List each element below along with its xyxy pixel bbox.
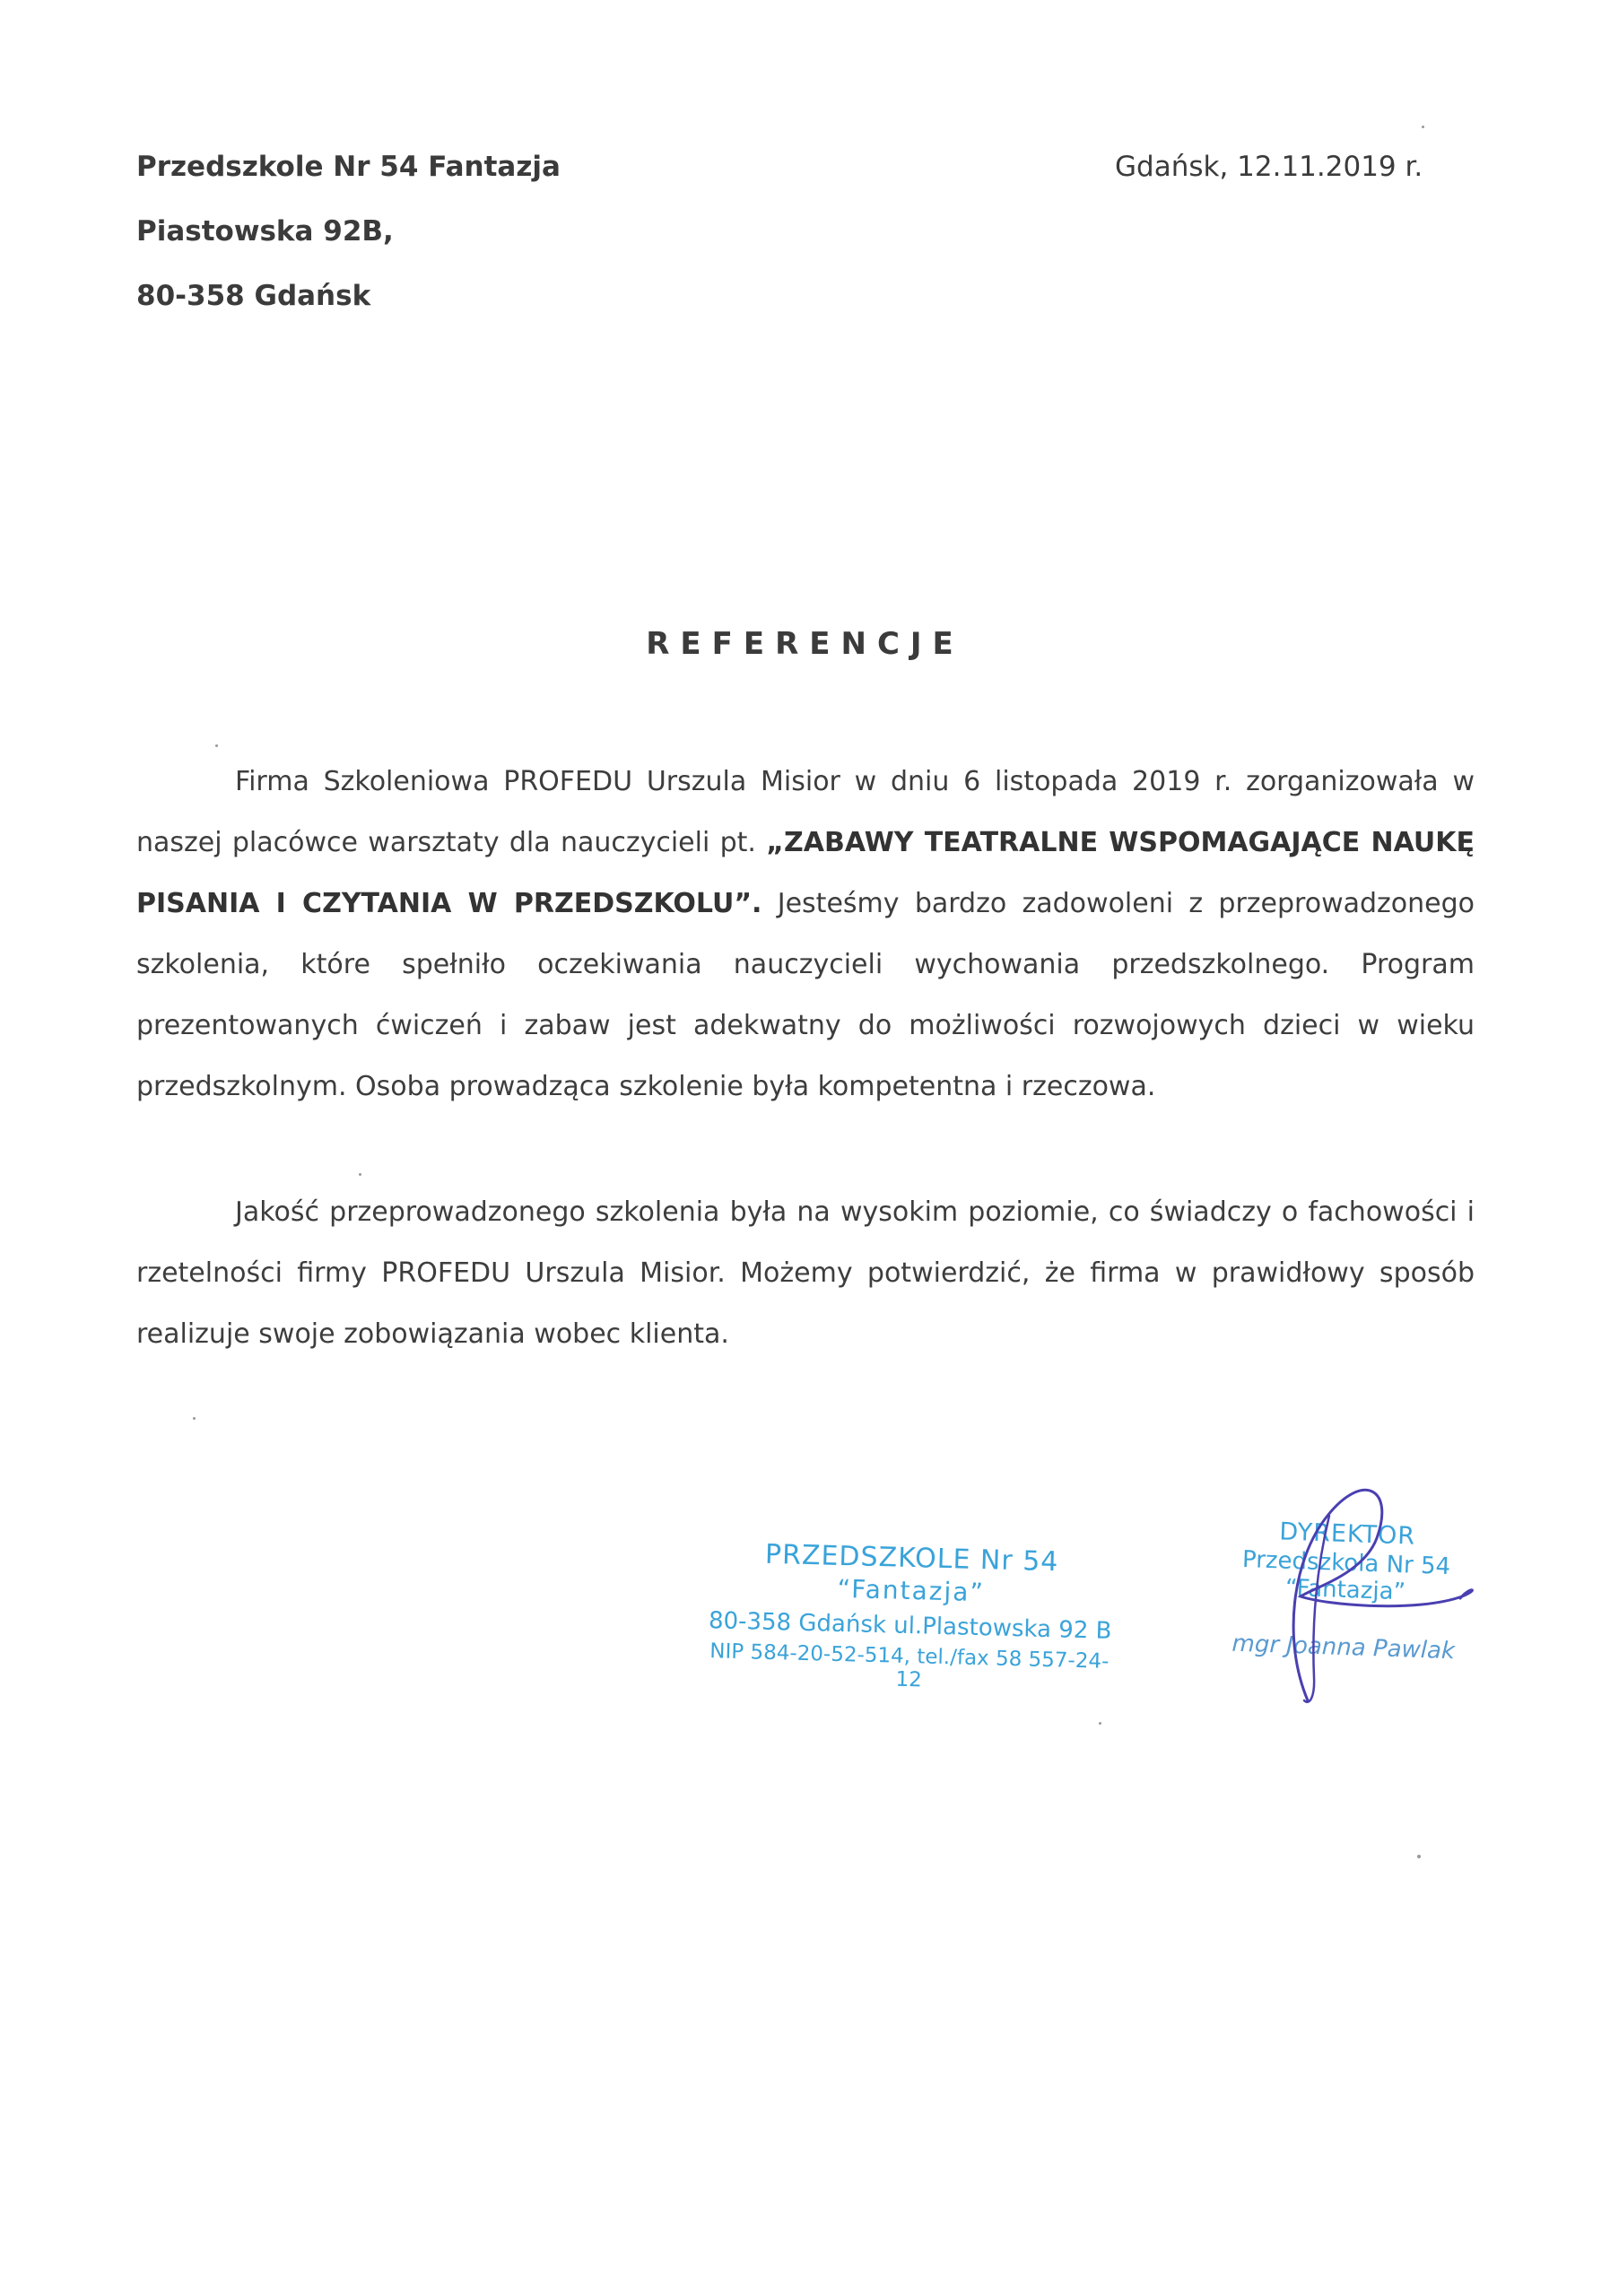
stamp-institution-address: 80-358 Gdańsk ul.Plastowska 92 B [708, 1607, 1112, 1645]
sender-address [136, 135, 561, 328]
letter-date: Gdańsk, 12.11.2019 r. [1115, 151, 1423, 183]
paragraph-2-text: Jakość przeprowadzonego szkolenia była na wysokim poziomie, co świadczy o fachowości i rzetelności firmy PROFEDU Urszula Misior. Możemy potwierdzić, że firma w prawidłowy sposób realizuje swoje zobowiązania wobec klienta. [136, 1196, 1475, 1350]
stamp-institution-name: PRZEDSZKOLE Nr 54 [764, 1538, 1059, 1578]
scan-speck [1417, 1855, 1421, 1858]
stamp-director-institution: Przedszkola Nr 54 [1241, 1545, 1451, 1581]
stamp-director-title: DYREKTOR [1278, 1518, 1416, 1551]
stamp-institution-subname: “Fantazja” [837, 1573, 986, 1608]
scan-speck [359, 1173, 361, 1176]
scan-speck [193, 1417, 196, 1420]
stamp-institution-contact: NIP 584-20-52-514, tel./fax 58 557-24-12 [709, 1639, 1110, 1692]
sender-city: 80-358 Gdańsk [136, 280, 371, 312]
scan-speck [1099, 1722, 1101, 1725]
letter-title: REFERENCJE [646, 626, 964, 662]
institution-stamp [698, 1537, 1123, 1697]
sender-street: Piastowska 92B, [136, 215, 394, 248]
stamp-director-name: mgr Joanna Pawlak [1231, 1630, 1456, 1665]
paragraph-1-part-1: Firma Szkoleniowa PROFEDU Urszula Misior w dniu 6 listopada 2019 r. zorganizowała w naszej placówce warsztaty dla nauczycieli pt. [136, 766, 1475, 858]
scan-speck [1422, 126, 1424, 128]
paragraph-1-part-2: Jesteśmy bardzo zadowoleni z przeprowadzonego szkolenia, które spełniło oczekiwania nauczycieli wychowania przedszkolnego. Program prezentowanych ćwiczeń i zabaw jest adekwatny do możliwości rozwojowych dzieci w wieku przedszkolnym. Osoba prowadząca szkolenie była kompetentna i rzeczowa. [136, 888, 1475, 1102]
paragraph-2 [136, 1182, 1475, 1365]
stamp-director-institution-name: “Fantazja” [1284, 1574, 1406, 1606]
paragraph-1 [136, 752, 1475, 1118]
sender-name: Przedszkole Nr 54 Fantazja [136, 151, 561, 183]
workshop-title: „ZABAWY TEATRALNE WSPOMAGAJĄCE NAUKĘ PISANIA I CZYTANIA W PRZEDSZKOLU”. [136, 827, 1475, 919]
scan-speck [215, 744, 218, 747]
handwritten-signature [1229, 1462, 1498, 1731]
